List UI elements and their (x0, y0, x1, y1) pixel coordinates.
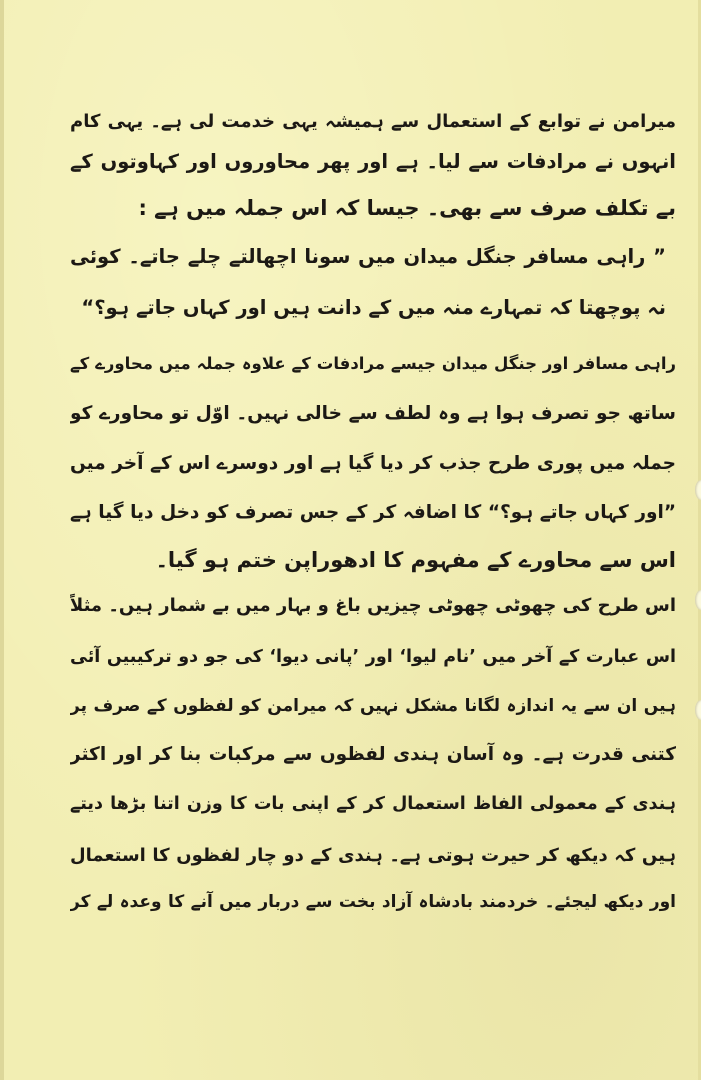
text-line: ہیں ان سے یہ اندازہ لگانا مشکل نہیں کہ میرامن کو لفظوں کے صرف پر (70, 696, 676, 716)
text-line: انہوں نے مرادفات سے لیا۔ ہے اور پھر محاوروں اور کہاوتوں کے (70, 150, 676, 173)
quoted-line: ” راہی مسافر جنگل میدان میں سونا اچھالتے چلے جاتے۔ کوئی (70, 245, 666, 268)
text-line: ہیں کہ دیکھ کر حیرت ہوتی ہے۔ ہندی کے دو چار لفظوں کا استعمال (70, 845, 676, 866)
text-line: اس طرح کی چھوٹی چھوٹی چیزیں باغ و بہار میں بے شمار ہیں۔ مثلاً (70, 595, 676, 616)
page-left-edge (0, 0, 4, 1080)
binding-hole (695, 480, 701, 500)
text-line: جملہ میں پوری طرح جذب کر دیا گیا ہے اور دوسرے اس کے آخر میں (70, 453, 676, 474)
text-line: ”اور کہاں جاتے ہو؟“ کا اضافہ کر کے جس تصرف کو دخل دیا گیا ہے (70, 502, 676, 523)
text-line: اس سے محاورے کے مفہوم کا ادھوراپن ختم ہو گیا۔ (155, 548, 676, 572)
text-line: راہی مسافر اور جنگل میدان جیسے مرادفات کے علاوہ جملہ میں محاورے کے (70, 354, 676, 373)
text-line: اور دیکھ لیجئے۔ خردمند بادشاہ آزاد بخت سے دربار میں آنے کا وعدہ لے کر (70, 892, 676, 912)
text-line: ساتھ جو تصرف ہوا ہے وہ لطف سے خالی نہیں۔ اوّل تو محاورے کو (70, 403, 676, 424)
quoted-line: نہ پوچھتا کہ تمہارے منہ میں کے دانت ہیں اور کہاں جاتے ہو؟“ (81, 296, 666, 319)
binding-hole (695, 700, 701, 720)
text-line: میرامن نے توابع کے استعمال سے ہمیشہ یہی خدمت لی ہے۔ یہی کام (70, 111, 676, 132)
text-line: بے تکلف صرف سے بھی۔ جیسا کہ اس جملہ میں ہے : (138, 196, 676, 220)
text-line: اس عبارت کے آخر میں ’نام لیوا‘ اور ’پانی دیوا‘ کی جو دو ترکیبیں آئی (70, 647, 676, 667)
binding-hole (695, 590, 701, 610)
text-line: کتنی قدرت ہے۔ وہ آسان ہندی لفظوں سے مرکبات بنا کر اور اکثر (70, 744, 676, 765)
text-line: ہندی کے معمولی الفاظ استعمال کر کے اپنی بات کا وزن اتنا بڑھا دیتے (70, 794, 676, 814)
